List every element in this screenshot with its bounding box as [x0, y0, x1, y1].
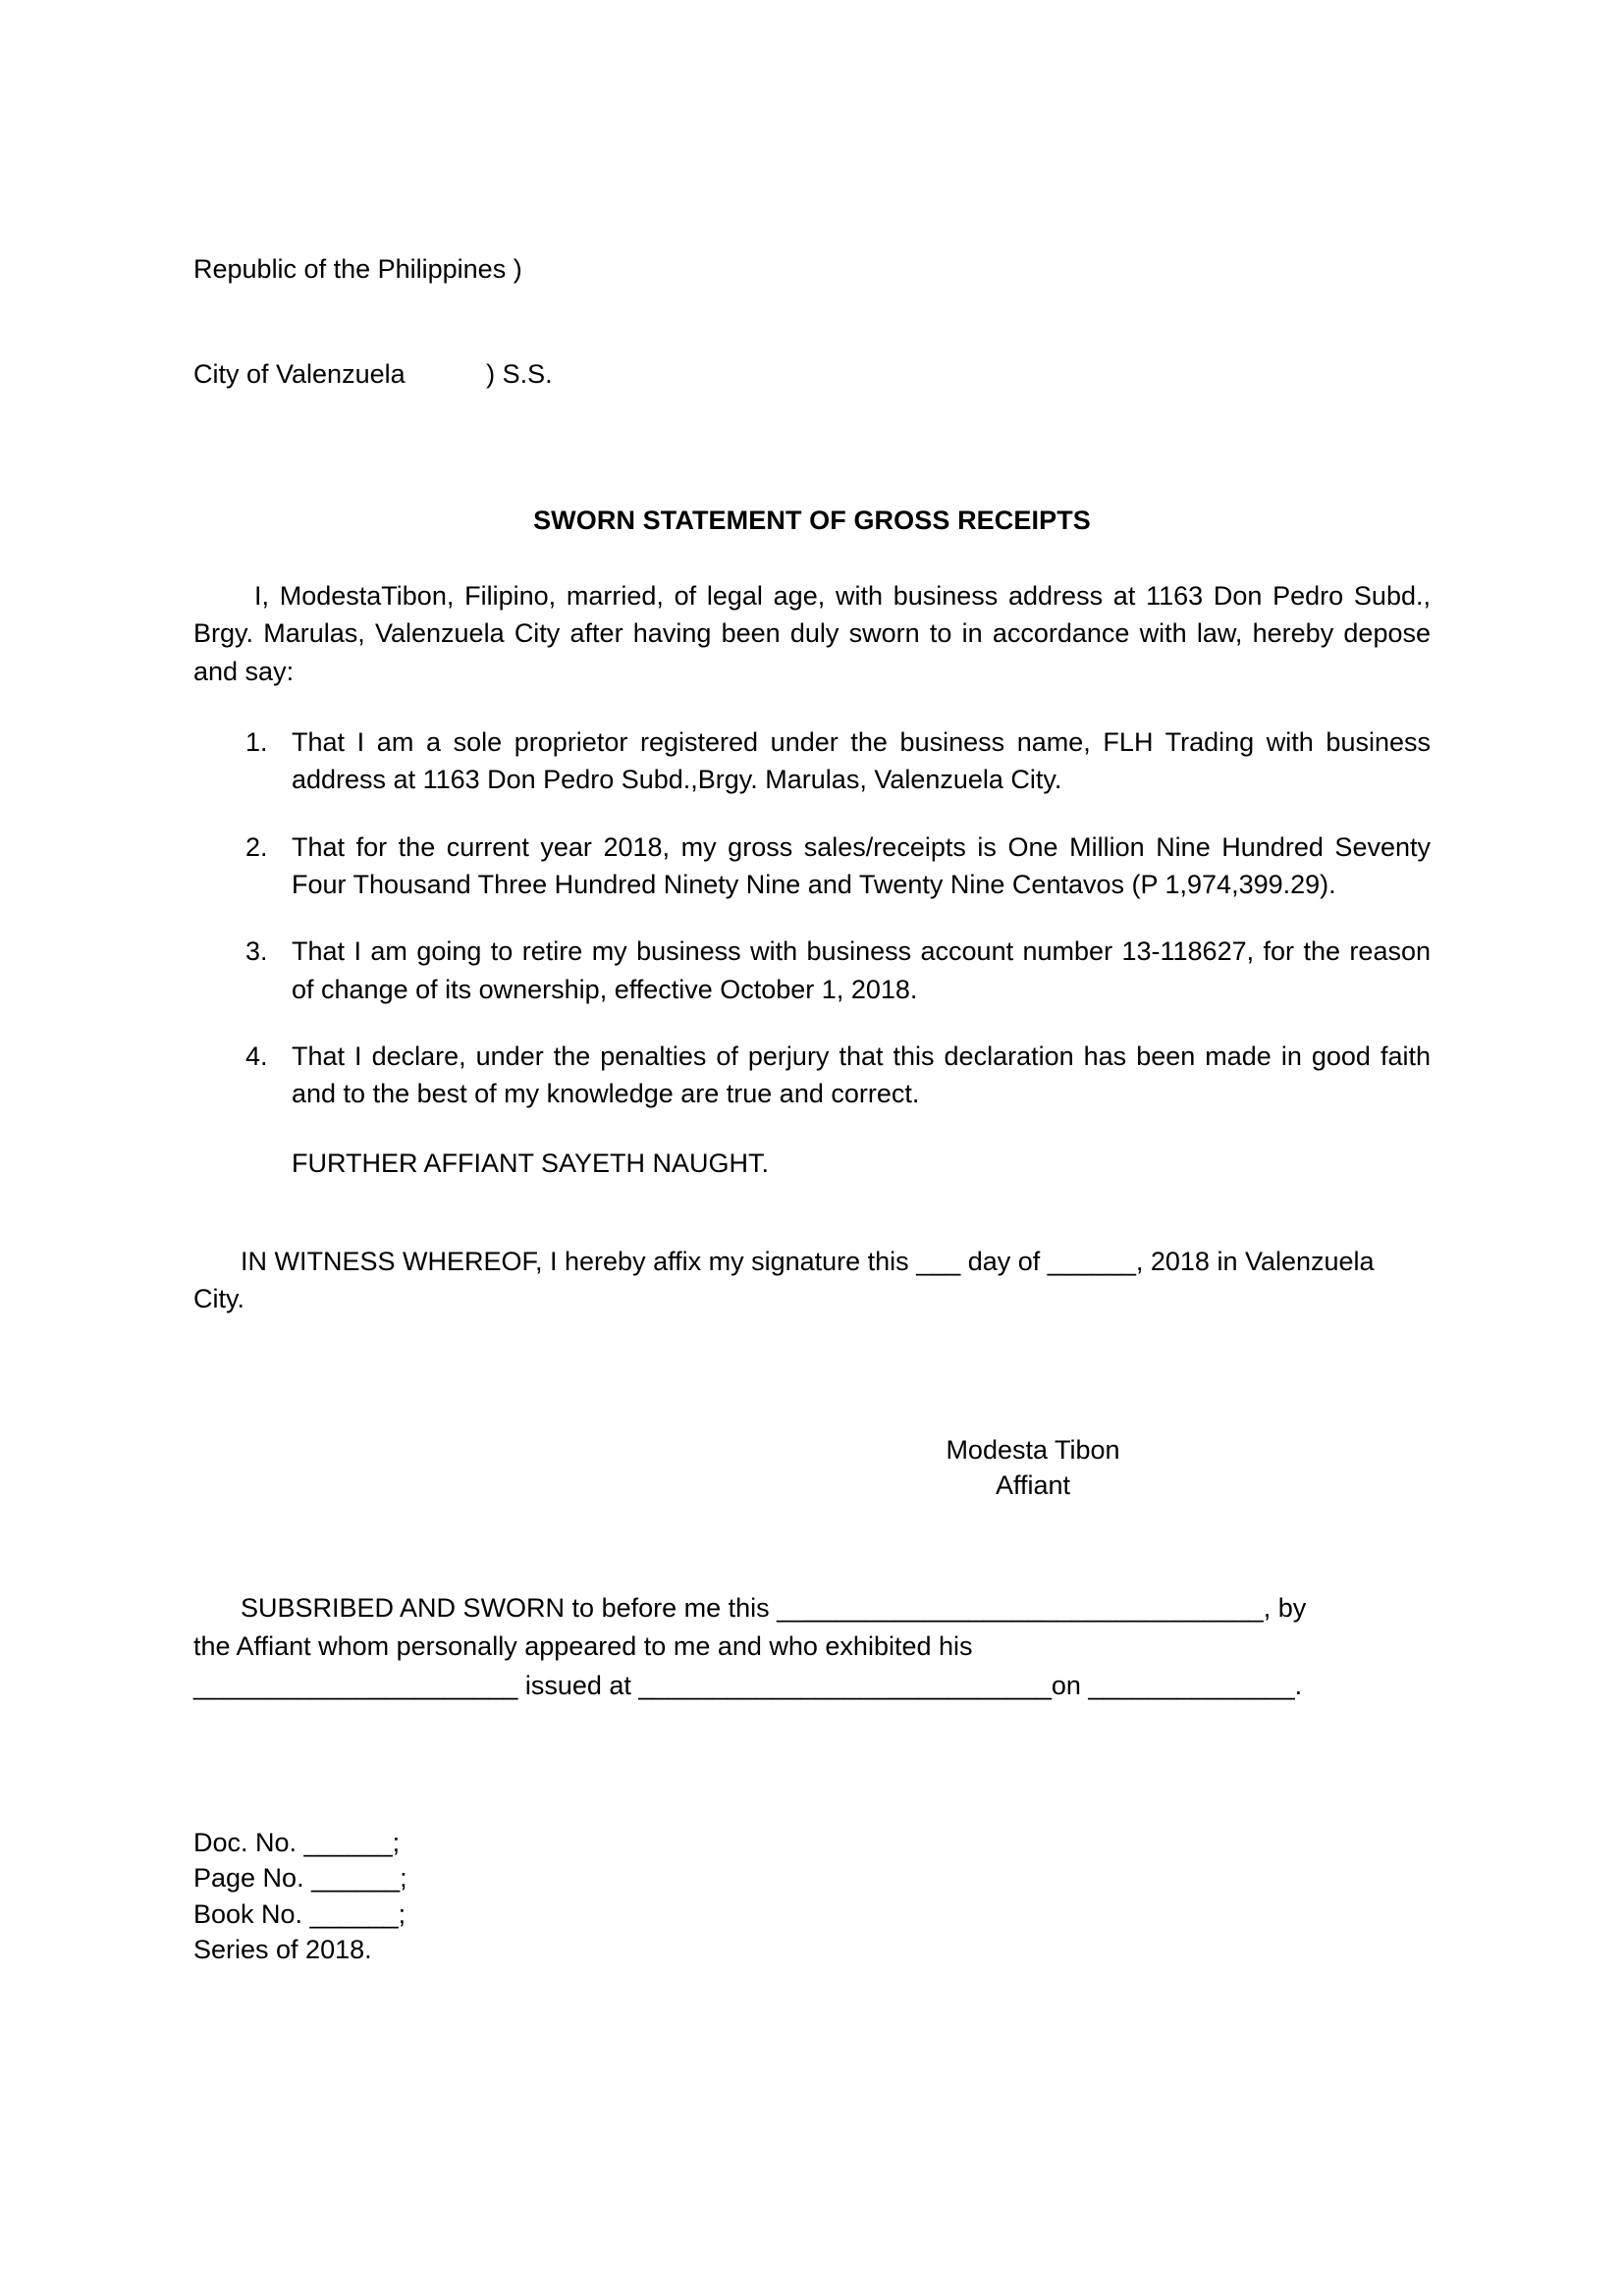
page-title: SWORN STATEMENT OF GROSS RECEIPTS — [533, 506, 1091, 535]
venue-caption — [193, 183, 1431, 462]
affiant-role-label: Affiant — [995, 1469, 1071, 1500]
list-item — [193, 723, 1431, 799]
list-item-marker: 2. — [245, 831, 268, 862]
list-item-text: That I am a sole proprietor registered under the business name, FLH Trading with business address at 1163 Don Pedro Subd.,Brgy. Marulas, Valenzuela City. — [292, 726, 1431, 795]
venue-line-country: Republic of the Philippines ) — [193, 254, 522, 285]
signature-block — [689, 1432, 1377, 1503]
jurat-block — [193, 1589, 1431, 1705]
declaration-list — [193, 723, 1431, 1113]
venue-line-city: City of Valenzuela ) S.S. — [193, 359, 553, 390]
witness-clause — [193, 1243, 1431, 1318]
doc-no-line: Doc. No. ______; — [193, 1828, 401, 1858]
list-item — [193, 1038, 1431, 1113]
list-item — [193, 933, 1431, 1008]
series-line: Series of 2018. — [193, 1934, 372, 1964]
list-item — [193, 828, 1431, 904]
jurat-line-2: the Affiant whom personally appeared to me and who exhibited his — [193, 1631, 973, 1662]
page-no-line: Page No. ______; — [193, 1863, 407, 1894]
jurat-line-1-text: SUBSRIBED AND SWORN to before me this _________________________________, by — [241, 1592, 1307, 1623]
list-item-marker: 1. — [245, 726, 268, 757]
list-item-text: That I am going to retire my business with business account number 13-118627, for the reason of change of its ownership, effective October 1, 2018. — [292, 936, 1431, 1004]
list-item-marker: 4. — [245, 1041, 268, 1071]
jurat-line-1 — [193, 1589, 1431, 1628]
witness-clause-text: IN WITNESS WHEREOF, I hereby affix my signature this ___ day of ______, 2018 in Valenzuela City. — [193, 1246, 1375, 1314]
affiant-name: Modesta Tibon — [946, 1434, 1120, 1465]
list-item-text: That for the current year 2018, my gross sales/receipts is One Million Nine Hundred Seventy Four Thousand Three Hundred Ninety Nine and Twenty Nine Centavos (P 1,974,399.29). — [292, 831, 1431, 899]
intro-paragraph: I, ModestaTibon, Filipino, married, of legal age, with business address at 1163 Don Pedro Subd., Brgy. Marulas, Valenzuela City after having been duly sworn to in accordance with law, hereby depose and say: — [193, 581, 1431, 686]
jurat-line-3: ______________________ issued at ____________________________on ______________. — [193, 1670, 1303, 1700]
list-item-text: That I declare, under the penalties of perjury that this declaration has been made in good faith and to the best of my knowledge are true and correct. — [292, 1041, 1431, 1109]
book-no-line: Book No. ______; — [193, 1898, 406, 1929]
further-affiant-clause: FURTHER AFFIANT SAYETH NAUGHT. — [292, 1148, 770, 1178]
notarial-register-block — [193, 1825, 1431, 1967]
document-body — [193, 183, 1431, 1967]
list-item-marker: 3. — [245, 936, 268, 967]
